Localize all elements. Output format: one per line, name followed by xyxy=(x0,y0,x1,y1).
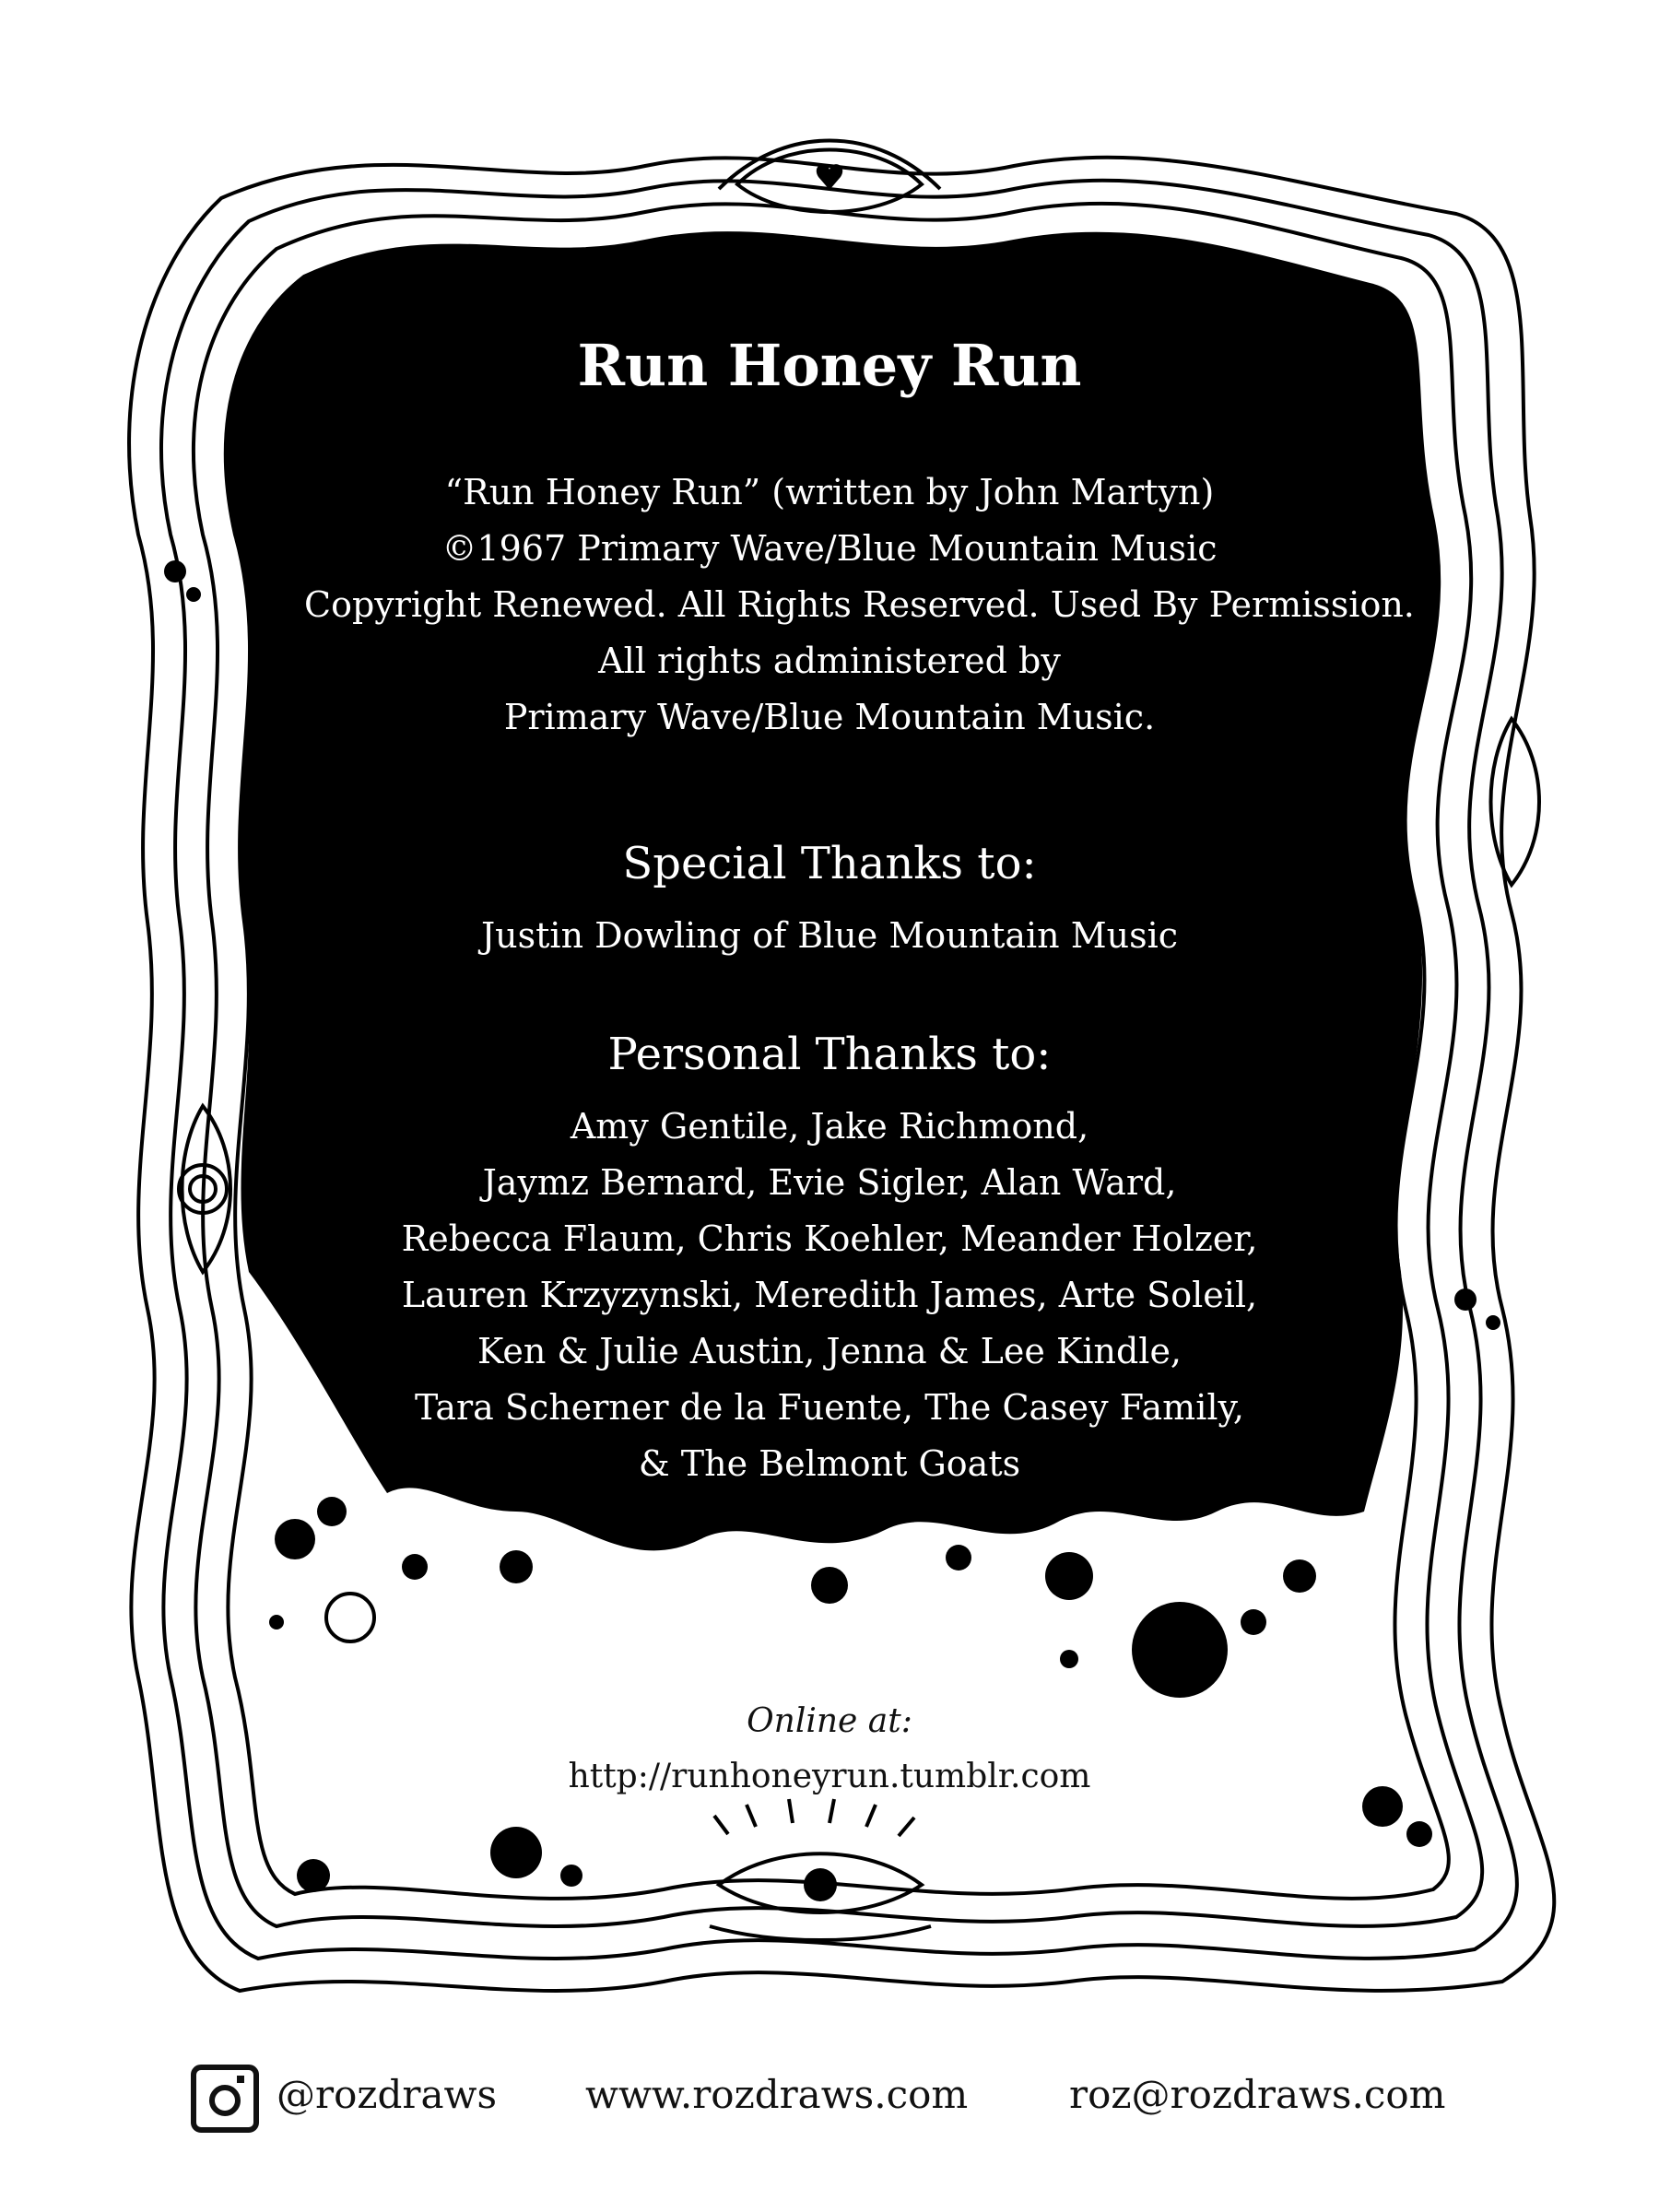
copyright-line: All rights administered by xyxy=(598,641,1061,682)
thanks-line: Lauren Krzyzynski, Meredith James, Arte Soleil, xyxy=(401,1274,1258,1315)
thanks-line: & The Belmont Goats xyxy=(638,1442,1021,1484)
website-link[interactable]: www.rozdraws.com xyxy=(585,2072,969,2117)
thanks-line: Jaymz Bernard, Evie Sigler, Alan Ward, xyxy=(482,1161,1177,1203)
thanks-line: Rebecca Flaum, Chris Koehler, Meander Holzer, xyxy=(401,1218,1258,1259)
page-title: Run Honey Run xyxy=(577,332,1082,399)
copyright-notice xyxy=(304,465,1415,746)
instagram-handle[interactable]: @rozdraws xyxy=(276,2072,497,2117)
thanks-line: Amy Gentile, Jake Richmond, xyxy=(570,1105,1089,1147)
email-link[interactable]: roz@rozdraws.com xyxy=(1069,2072,1446,2117)
instagram-icon xyxy=(189,2063,261,2135)
thanks-line: Tara Scherner de la Fuente, The Casey Family, xyxy=(414,1386,1245,1428)
credits-block xyxy=(304,332,1415,1492)
special-thanks-heading: Special Thanks to: xyxy=(622,838,1037,890)
footer xyxy=(0,2063,1659,2136)
thanks-line: Justin Dowling of Blue Mountain Music xyxy=(480,914,1179,956)
thanks-line: Ken & Julie Austin, Jenna & Lee Kindle, xyxy=(477,1330,1182,1371)
personal-thanks-heading: Personal Thanks to: xyxy=(607,1028,1052,1080)
personal-thanks-list xyxy=(304,1099,1355,1492)
copyright-line: “Run Honey Run” (written by John Martyn) xyxy=(444,472,1215,513)
special-thanks-list xyxy=(304,908,1355,964)
copyright-line: ©1967 Primary Wave/Blue Mountain Music xyxy=(441,528,1218,570)
copyright-line: Copyright Renewed. All Rights Reserved. Used By Permission. xyxy=(304,584,1415,626)
online-block xyxy=(304,1694,1355,1805)
online-label: Online at: xyxy=(747,1702,912,1740)
copyright-line: Primary Wave/Blue Mountain Music. xyxy=(503,697,1156,738)
online-url[interactable]: http://runhoneyrun.tumblr.com xyxy=(568,1758,1091,1795)
